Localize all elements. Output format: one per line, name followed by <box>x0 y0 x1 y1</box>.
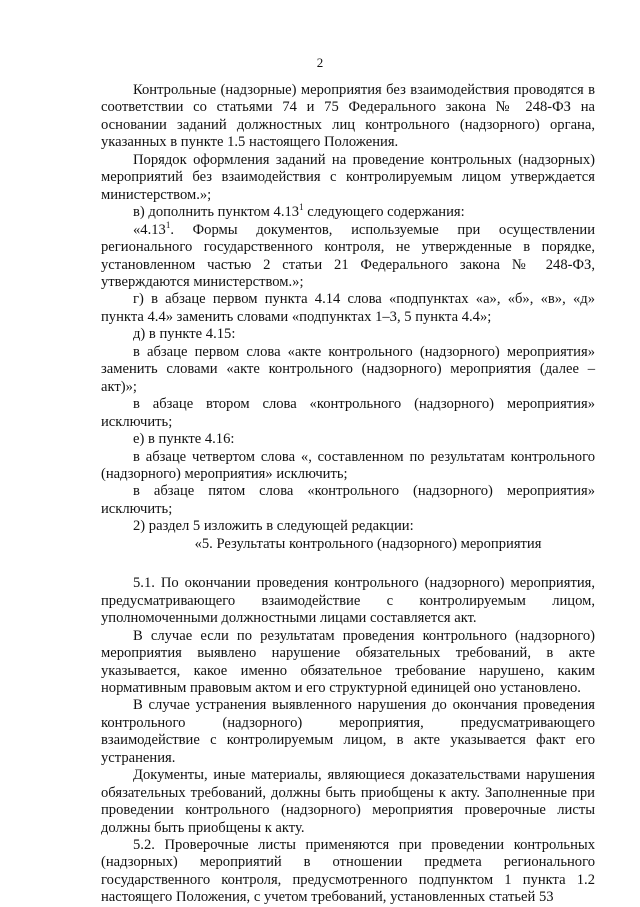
paragraph: е) в пункте 4.16: <box>133 431 235 448</box>
spacer <box>101 553 595 575</box>
paragraph: 2) раздел 5 изложить в следующей редакции: <box>133 518 414 535</box>
paragraph: в абзаце четвертом слова «, составленном по результатам контрольного (надзорного) мероприятия» исключить; <box>101 448 595 482</box>
paragraph: Порядок оформления заданий на проведение контрольных (надзорных) мероприятий без взаимодействия с контролируемым лицом утверждается министерством.»; <box>101 151 595 203</box>
paragraph: в абзаце первом слова «акте контрольного (надзорного) мероприятия» заменить словами «акте контрольного (надзорного) мероприятия (далее – акт)»; <box>101 343 595 395</box>
paragraph-text: в) дополнить пунктом 4.13 <box>133 204 300 221</box>
paragraph-text: «4.13 <box>133 221 166 238</box>
paragraph-text: . Формы документов, используемые при осуществлении регионального государственного контроля, не утвержденные в порядке, установленном частью 2 статьи 21 Федерального закона № 248-ФЗ, утверждаются министерством.»; <box>101 221 595 290</box>
document-body <box>101 82 595 907</box>
paragraph: Документы, иные материалы, являющиеся доказательствами нарушения обязательных требований, должны быть приобщены к акту. Заполненные при проведении контрольного (надзорного) мероприятия проверочные листы должны быть приобщены к акту. <box>101 767 595 836</box>
paragraph <box>101 219 595 292</box>
superscript: 1 <box>299 202 304 213</box>
paragraph: в абзаце пятом слова «контрольного (надзорного) мероприятия» исключить; <box>101 483 595 517</box>
paragraph: В случае устранения выявленного нарушения до окончания проведения контрольного (надзорного) мероприятия, предусматривающего взаимодействие с контролируемым лицом, в акте указывается факт его устранения. <box>101 697 595 766</box>
paragraph-text: следующего содержания: <box>307 204 465 221</box>
paragraph: г) в абзаце первом пункта 4.14 слова «подпунктах «а», «б», «в», «д» пункта 4.4» заменить словами «подпунктах 1–3, 5 пункта 4.4»; <box>101 291 595 325</box>
superscript: 1 <box>165 219 171 230</box>
paragraph: д) в пункте 4.15: <box>133 326 236 343</box>
paragraph: 5.2. Проверочные листы применяются при проведении контрольных (надзорных) мероприятий в отношении предмета регионального государственного контроля, предусмотренного подпунктом 1 пункта 1.2 настоящего Положения, с учетом требований, установленных статьей 53 <box>101 837 595 906</box>
paragraph: Контрольные (надзорные) мероприятия без взаимодействия проводятся в соответствии со статьями 74 и 75 Федерального закона № 248-ФЗ на основании заданий должностных лиц контрольного (надзорного) органа, указанных в пункте 1.5 настоящего Положения. <box>101 82 595 151</box>
paragraph: 5.1. По окончании проведения контрольного (надзорного) мероприятия, предусматривающего взаимодействие с контролируемым лицом, уполномоченными должностными лицами составляется акт. <box>101 575 595 627</box>
paragraph <box>101 204 595 221</box>
paragraph: В случае если по результатам проведения контрольного (надзорного) мероприятия выявлено нарушение обязательных требований, в акте указывается, какое именно обязательное требование нарушено, каким нормативным правовым актом и его структурной единицей оно установлено. <box>101 627 595 696</box>
paragraph: в абзаце втором слова «контрольного (надзорного) мероприятия» исключить; <box>101 396 595 430</box>
section-heading: «5. Результаты контрольного (надзорного) мероприятия <box>194 535 542 552</box>
page-number: 2 <box>316 55 324 70</box>
